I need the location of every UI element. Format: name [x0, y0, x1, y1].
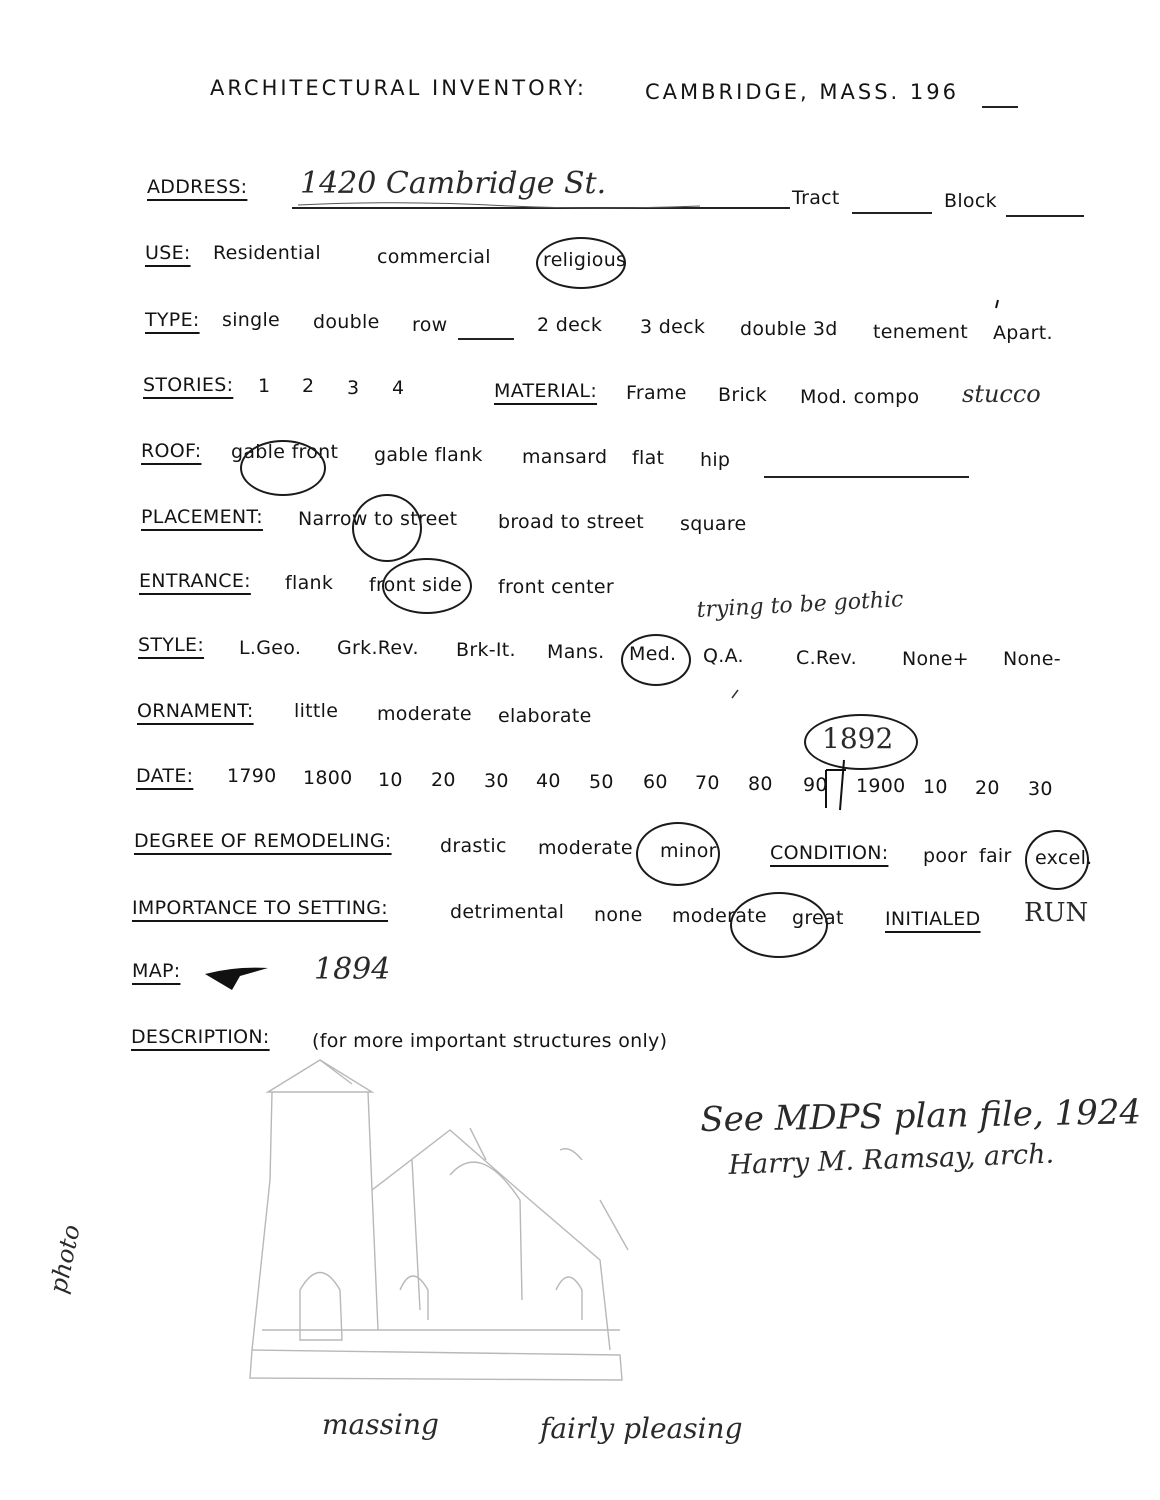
address-scribble	[298, 203, 700, 208]
importance-label: IMPORTANCE TO SETTING:	[132, 897, 388, 919]
importance-detrimental: detrimental	[450, 901, 565, 923]
use-commercial: commercial	[377, 246, 491, 268]
entrance-label: ENTRANCE:	[139, 570, 251, 592]
date-30b: 30	[1028, 778, 1053, 800]
remodeling-label: DEGREE OF REMODELING:	[134, 830, 392, 852]
remodeling-minor: minor	[660, 840, 717, 862]
entrance-front-center: front center	[498, 576, 614, 598]
ornament-little: little	[294, 700, 339, 722]
material-mod-compo: Mod. compo	[800, 386, 920, 408]
map-arrow-mark	[205, 968, 268, 990]
condition-fair: fair	[979, 845, 1012, 867]
condition-excel: excel.	[1035, 847, 1093, 869]
stories-3: 3	[347, 377, 360, 399]
type-label: TYPE:	[145, 309, 200, 331]
importance-moderate: moderate	[672, 905, 767, 927]
map-label: MAP:	[132, 960, 181, 982]
sketch-tick	[732, 690, 738, 698]
material-handwritten: stucco	[962, 380, 1041, 408]
type-apart: Apart.	[993, 322, 1053, 344]
style-l-geo: L.Geo.	[239, 637, 302, 659]
date-1900: 1900	[856, 775, 906, 797]
initialed-value: RUN	[1024, 898, 1089, 928]
type-tenement: tenement	[873, 321, 968, 343]
placement-label: PLACEMENT:	[141, 506, 263, 528]
type-3-deck: 3 deck	[640, 316, 706, 338]
apart-tick	[996, 300, 998, 308]
type-row: row	[412, 314, 448, 336]
roof-gable-flank: gable flank	[374, 444, 483, 466]
stories-label: STORIES:	[143, 374, 234, 396]
date-1800: 1800	[303, 767, 353, 789]
notes-line1: See MDPS plan file, 1924	[700, 1092, 1142, 1140]
placement-square: square	[680, 513, 747, 535]
importance-great: great	[792, 907, 844, 929]
date-50: 50	[589, 771, 614, 793]
ornament-moderate: moderate	[377, 703, 472, 725]
notes-bottom2: fairly pleasing	[540, 1412, 743, 1445]
ornament-label: ORNAMENT:	[137, 700, 254, 722]
block-label: Block	[944, 190, 997, 212]
material-label: MATERIAL:	[494, 380, 598, 402]
tract-label: Tract	[792, 187, 840, 209]
use-residential: Residential	[213, 242, 321, 264]
type-double: double	[313, 311, 380, 333]
entrance-front-side: front side	[369, 574, 463, 596]
roof-flat: flat	[632, 447, 665, 469]
roof-hip: hip	[700, 449, 731, 471]
roof-gable-front: gable front	[231, 441, 339, 463]
condition-poor: poor	[923, 845, 968, 867]
style-grk-rev: Grk.Rev.	[337, 637, 419, 659]
stories-2: 2	[302, 375, 315, 397]
material-frame: Frame	[626, 382, 687, 404]
date-10b: 10	[923, 776, 948, 798]
type-double-3d: double 3d	[740, 318, 838, 340]
style-c-rev: C.Rev.	[796, 647, 857, 669]
style-label: STYLE:	[138, 634, 205, 656]
use-label: USE:	[145, 242, 191, 264]
notes-bottom1: massing	[322, 1408, 439, 1441]
date-1790: 1790	[227, 765, 277, 787]
address-value: 1420 Cambridge St.	[300, 166, 607, 201]
date-handwritten: 1892	[822, 722, 894, 755]
material-brick: Brick	[718, 384, 768, 406]
type-2-deck: 2 deck	[537, 314, 603, 336]
entrance-flank: flank	[285, 572, 334, 594]
importance-none: none	[594, 904, 643, 926]
notes-line2: Harry M. Ramsay, arch.	[728, 1138, 1055, 1181]
date-label: DATE:	[136, 765, 194, 787]
description-label: DESCRIPTION:	[131, 1026, 270, 1048]
placement-broad: broad to street	[498, 511, 645, 533]
type-single: single	[222, 309, 281, 331]
description-note: (for more important structures only)	[312, 1030, 668, 1052]
style-q-a: Q.A.	[703, 645, 744, 667]
style-note: trying to be gothic	[696, 587, 904, 623]
remodeling-moderate: moderate	[538, 837, 633, 859]
condition-label: CONDITION:	[770, 842, 889, 864]
date-bracket-mark	[826, 760, 846, 810]
ornament-elaborate: elaborate	[498, 705, 592, 727]
date-20a: 20	[431, 769, 456, 791]
style-none-minus: None-	[1003, 648, 1061, 670]
date-70: 70	[695, 772, 720, 794]
initialed-label: INITIALED	[885, 908, 981, 930]
date-10a: 10	[378, 769, 403, 791]
use-religious: religious	[543, 249, 627, 271]
date-20b: 20	[975, 777, 1000, 799]
remodeling-drastic: drastic	[440, 835, 507, 857]
roof-mansard: mansard	[522, 446, 608, 468]
form-city: CAMBRIDGE, MASS. 196	[645, 80, 959, 104]
date-40: 40	[536, 770, 561, 792]
style-mans: Mans.	[547, 641, 605, 663]
form-title: ARCHITECTURAL INVENTORY:	[210, 76, 587, 100]
roof-label: ROOF:	[141, 440, 202, 462]
stories-1: 1	[258, 375, 271, 397]
style-med: Med.	[629, 643, 677, 665]
notes-side: photo	[44, 1222, 86, 1296]
style-none-plus: None+	[902, 648, 969, 670]
church-sketch	[250, 1060, 628, 1380]
date-30a: 30	[484, 770, 509, 792]
date-80: 80	[748, 773, 773, 795]
date-90: 90	[803, 774, 828, 796]
style-brk-it: Brk-It.	[456, 639, 516, 661]
placement-narrow: Narrow to street	[298, 508, 458, 530]
address-label: ADDRESS:	[147, 176, 248, 198]
map-value: 1894	[314, 952, 391, 987]
stories-4: 4	[392, 377, 405, 399]
date-60: 60	[643, 771, 668, 793]
